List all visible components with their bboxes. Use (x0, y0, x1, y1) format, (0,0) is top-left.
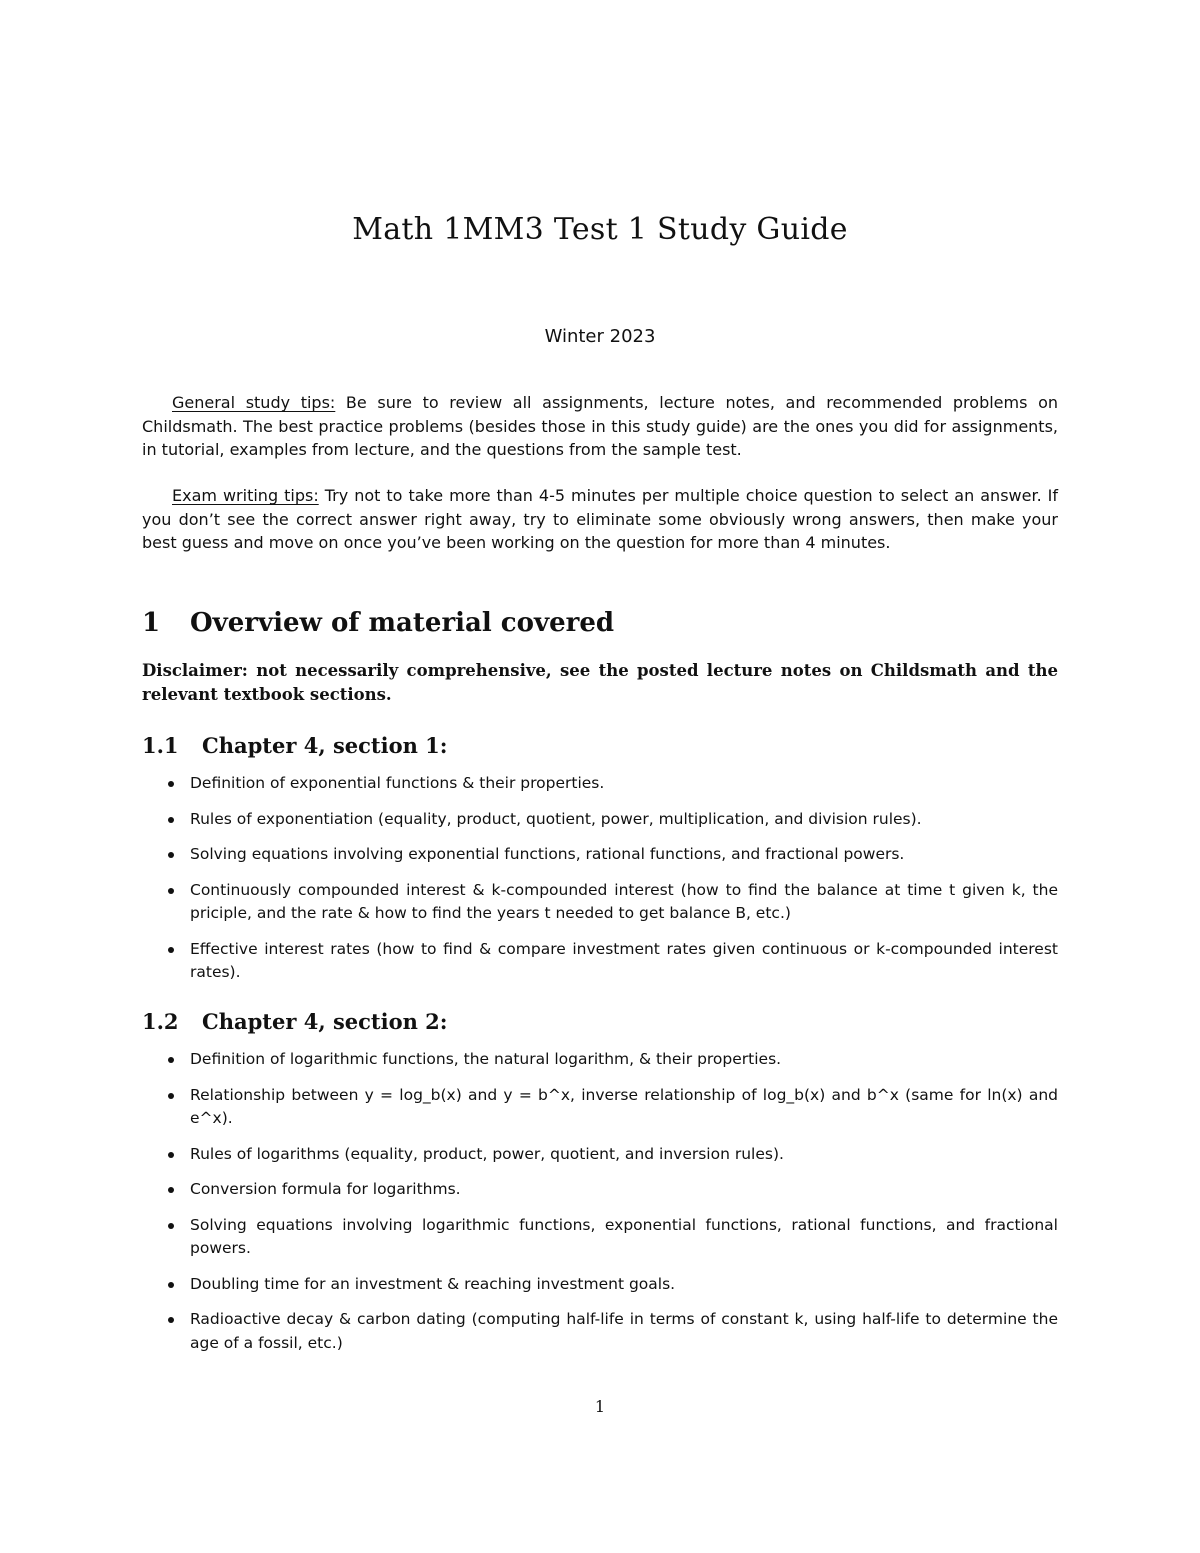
list-item-text: Continuously compounded interest & k-compounded interest (how to find the balance at time t given k, the priciple, and the rate & how to find the years t needed to get balance B, etc.) (190, 880, 1058, 922)
section-number: 1 (142, 608, 161, 638)
bullet-icon (168, 1152, 174, 1158)
bullet-icon (168, 1187, 174, 1193)
bullet-icon (168, 1223, 174, 1229)
disclaimer: Disclaimer: not necessarily comprehensive, see the posted lecture notes on Childsmath and the relevant textbook sections. (142, 661, 1058, 704)
exam-writing-tips-label: Exam writing tips: (172, 486, 319, 505)
bullet-icon (168, 1282, 174, 1288)
bullet-icon (168, 817, 174, 823)
subsection-heading (142, 1009, 448, 1034)
document-title: Math 1MM3 Test 1 Study Guide (352, 212, 848, 247)
list-item-text: Doubling time for an investment & reaching investment goals. (190, 1274, 676, 1293)
subsection-number: 1.2 (142, 1009, 179, 1034)
page-number: 1 (594, 1397, 606, 1416)
list-item-text: Definition of logarithmic functions, the natural logarithm, & their properties. (190, 1050, 782, 1068)
general-study-tips-label: General study tips: (172, 393, 336, 412)
list-item (142, 1273, 1058, 1297)
document-date: Winter 2023 (544, 326, 656, 347)
exam-writing-tips (142, 484, 1058, 555)
subsection-title: Chapter 4, section 1: (202, 733, 448, 758)
list-item-text: Rules of logarithms (equality, product, power, quotient, and inversion rules). (190, 1144, 784, 1163)
general-study-tips (142, 391, 1058, 462)
list-item-text: Rules of exponentiation (equality, product, quotient, power, multiplication, and division rules). (190, 809, 922, 828)
bullet-icon (168, 1057, 174, 1063)
list-item (142, 1214, 1058, 1261)
list-item-text: Conversion formula for logarithms. (190, 1180, 461, 1198)
list-item-text: Definition of exponential functions & their properties. (190, 774, 605, 792)
bullet-list (142, 1048, 1058, 1367)
list-item (142, 843, 1058, 867)
subsection-number: 1.1 (142, 733, 179, 758)
list-item-text: Radioactive decay & carbon dating (computing half-life in terms of constant k, using half-life to determine the age of a fossil, etc.) (190, 1310, 1058, 1352)
section-title: Overview of material covered (190, 608, 615, 638)
bullet-icon (168, 1093, 174, 1099)
list-item-text: Effective interest rates (how to find & compare investment rates given continuous or k-compounded interest rates). (190, 939, 1058, 981)
list-item (142, 808, 1058, 832)
general-study-tips-text: Be sure to review all assignments, lecture notes, and recommended problems on Childsmath. The best practice problems (besides those in this study guide) are the ones you did for assignments, in tutorial, examples from lecture, and the questions from the sample test. (142, 393, 1058, 459)
list-item (142, 938, 1058, 985)
exam-writing-tips-text: Try not to take more than 4-5 minutes per multiple choice question to select an answer. If you don’t see the correct answer right away, try to eliminate some obviously wrong answers, then make your best guess and move on once you’ve been working on the question for more than 4 minutes. (142, 486, 1059, 552)
subsection-title: Chapter 4, section 2: (202, 1009, 448, 1034)
bullet-icon (168, 781, 174, 787)
list-item-text: Solving equations involving logarithmic functions, exponential functions, rational functions, and fractional powers. (190, 1215, 1058, 1257)
subsection-heading (142, 733, 448, 758)
bullet-icon (168, 1317, 174, 1323)
list-item (142, 1178, 1058, 1202)
list-item (142, 1143, 1058, 1167)
list-item (142, 1048, 1058, 1072)
list-item-text: Relationship between y = log_b(x) and y = b^x, inverse relationship of log_b(x) and b^x (same for ln(x) and e^x). (190, 1085, 1058, 1127)
list-item-text: Solving equations involving exponential functions, rational functions, and fractional powers. (190, 845, 905, 863)
section-heading (142, 608, 614, 638)
bullet-list (142, 772, 1058, 997)
bullet-icon (168, 852, 174, 858)
list-item (142, 1084, 1058, 1131)
bullet-icon (168, 888, 174, 894)
bullet-icon (168, 947, 174, 953)
list-item (142, 772, 1058, 796)
list-item (142, 879, 1058, 926)
list-item (142, 1308, 1058, 1355)
